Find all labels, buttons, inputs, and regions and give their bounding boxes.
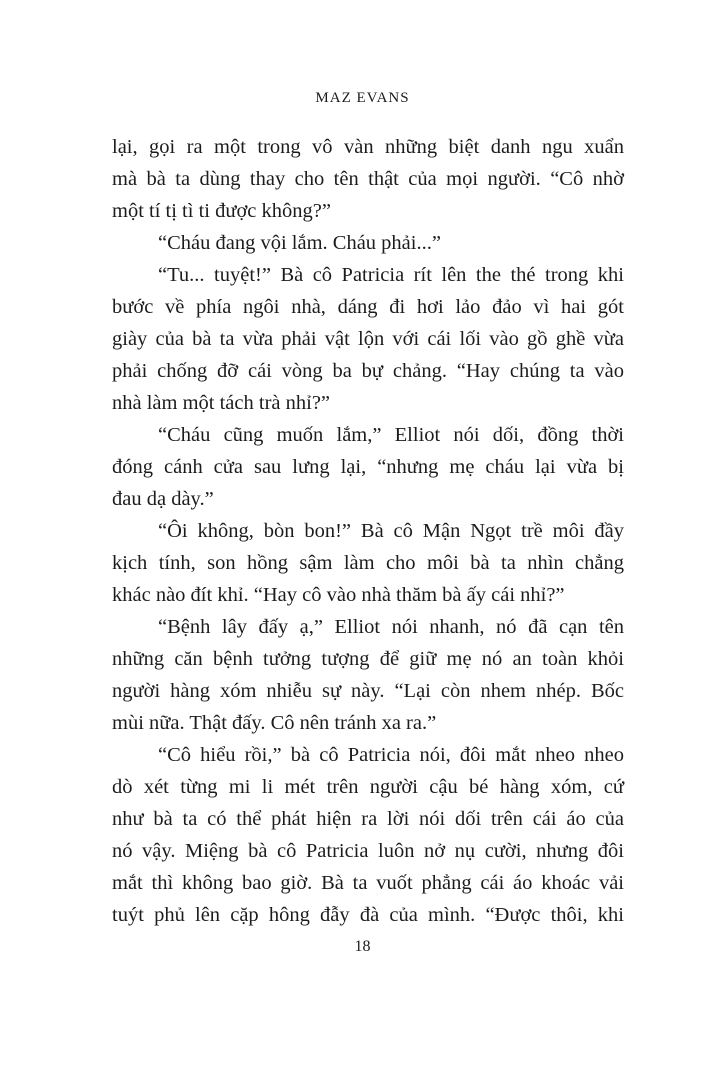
text-line: “Cô hiểu rồi,” bà cô Patricia nói, đôi mắt nheo nheo bbox=[158, 744, 624, 766]
text-line: “Bệnh lây đấy ạ,” Elliot nói nhanh, nó đã cạn tên bbox=[158, 616, 624, 638]
text-line: tuýt phủ lên cặp hông đẫy đà của mình. “Được thôi, khi bbox=[112, 904, 624, 926]
text-line: mùi nữa. Thật đấy. Cô nên tránh xa ra.” bbox=[112, 712, 437, 734]
text-line: những căn bệnh tưởng tượng để giữ mẹ nó an toàn khỏi bbox=[112, 648, 624, 670]
text-line: nó vậy. Miệng bà cô Patricia luôn nở nụ cười, nhưng đôi bbox=[112, 840, 624, 862]
text-line: mắt thì không bao giờ. Bà ta vuốt phẳng cái áo khoác vải bbox=[112, 872, 624, 894]
running-head: MAZ EVANS bbox=[315, 90, 410, 106]
text-line: như bà ta có thể phát hiện ra lời nói dối trên cái áo của bbox=[112, 808, 624, 830]
text-line: nhà làm một tách trà nhỉ?” bbox=[112, 392, 331, 414]
text-line: “Cháu cũng muốn lắm,” Elliot nói dối, đồng thời bbox=[158, 424, 624, 446]
text-line: giày của bà ta vừa phải vật lộn với cái lối vào gồ ghề vừa bbox=[112, 328, 624, 350]
text-line: “Ôi không, bòn bon!” Bà cô Mận Ngọt trề môi đầy bbox=[158, 520, 624, 542]
text-line: người hàng xóm nhiễu sự này. “Lại còn nhem nhép. Bốc bbox=[112, 680, 624, 702]
page-number: 18 bbox=[354, 938, 371, 955]
text-line: mà bà ta dùng thay cho tên thật của mọi người. “Cô nhờ bbox=[112, 168, 624, 190]
text-line: kịch tính, son hồng sậm làm cho môi bà ta nhìn chẳng bbox=[112, 552, 624, 574]
text-line: “Cháu đang vội lắm. Cháu phải...” bbox=[158, 232, 441, 254]
text-line: đau dạ dày.” bbox=[112, 488, 214, 510]
text-line: “Tu... tuyệt!” Bà cô Patricia rít lên the thé trong khi bbox=[158, 264, 624, 286]
text-line: dò xét từng mi li mét trên người cậu bé hàng xóm, cứ bbox=[112, 776, 624, 798]
text-line: bước về phía ngôi nhà, dáng đi hơi lảo đảo vì hai gót bbox=[112, 296, 624, 318]
text-line: lại, gọi ra một trong vô vàn những biệt danh ngu xuẩn bbox=[112, 136, 624, 158]
body-text bbox=[112, 131, 624, 931]
text-line: khác nào đít khỉ. “Hay cô vào nhà thăm bà ấy cái nhỉ?” bbox=[112, 584, 565, 606]
text-line: phải chống đỡ cái vòng ba bự chảng. “Hay chúng ta vào bbox=[112, 360, 624, 382]
text-line: đóng cánh cửa sau lưng lại, “nhưng mẹ cháu lại vừa bị bbox=[112, 456, 624, 478]
text-line: một tí tị tì ti được không?” bbox=[112, 200, 331, 222]
